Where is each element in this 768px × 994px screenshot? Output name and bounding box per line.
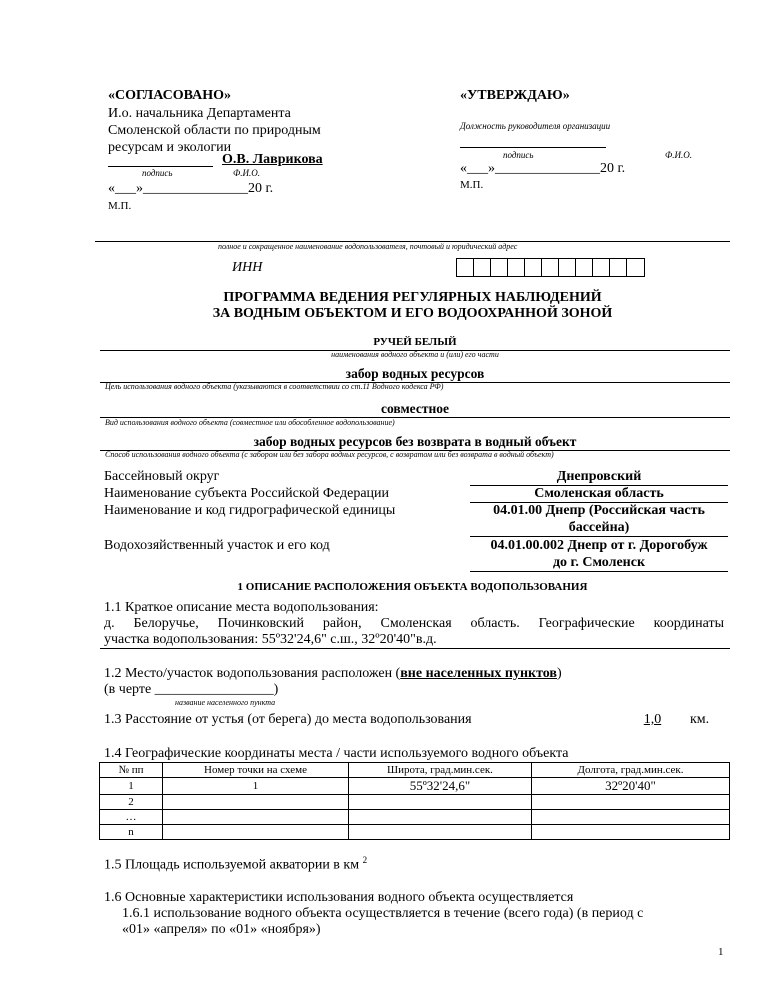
table-cell — [163, 810, 349, 825]
approval-right-stamp: М.П. — [460, 179, 484, 191]
p15-sup: 2 — [362, 855, 368, 865]
subject-label: Наименование субъекта Российской Федерации — [104, 486, 390, 501]
table-row — [100, 810, 730, 825]
p12-text-end: ) — [556, 666, 562, 681]
p16-title: 1.6 Основные характеристики использования водного объекта осуществляется — [104, 890, 574, 905]
p13-text: 1.3 Расстояние от устья (от берега) до места водопользования — [104, 712, 472, 727]
table-header-cell: Номер точки на схеме — [163, 763, 349, 778]
inn-cell-divider — [473, 258, 474, 277]
inn-cell-divider — [575, 258, 576, 277]
table-cell: … — [100, 810, 163, 825]
water-user-caption: полное и сокращенное наименование водопользователя, почтовый и юридический адрес — [218, 242, 518, 251]
hydro-value-line1: 04.01.00 Днепр (Российская часть — [493, 503, 705, 518]
table-cell — [532, 825, 730, 840]
document-title-line2: ЗА ВОДНЫМ ОБЪЕКТОМ И ЕГО ВОДООХРАННОЙ ЗОНОЙ — [212, 306, 613, 321]
p15 — [104, 855, 367, 874]
approval-left-name: О.В. Лаврикова — [222, 152, 323, 167]
approval-left-signature-line — [108, 166, 213, 167]
approval-right-sig-caption: подпись — [503, 150, 534, 160]
section-label: Водохозяйственный участок и его код — [104, 538, 330, 553]
method-value: забор водных ресурсов без возврата в водный объект — [253, 434, 577, 449]
hydro-value-line2: бассейна) — [568, 520, 630, 535]
table-cell — [163, 795, 349, 810]
table-cell: 32º20'40" — [532, 778, 730, 795]
table-cell: 55º32'24,6" — [349, 778, 532, 795]
method-caption: Способ использования водного объекта (с забором или без забора водных ресурсов, с возвратом или без возврата в водный объект) — [105, 450, 554, 459]
p161-line2: «01» «апреля» по «01» «ноября») — [122, 922, 321, 937]
table-cell: 2 — [100, 795, 163, 810]
basin-value: Днепровский — [556, 469, 642, 484]
water-object-caption: наименования водного объекта и (или) его части — [331, 350, 499, 359]
kind-value: совместное — [381, 401, 449, 416]
inn-cell-divider — [626, 258, 627, 277]
approval-left-stamp: М.П. — [108, 200, 132, 212]
table-cell — [532, 810, 730, 825]
hydro-line — [470, 536, 728, 537]
approval-left-line1: И.о. начальника Департамента — [108, 106, 291, 121]
hydro-label: Наименование и код гидрографической единицы — [104, 503, 396, 518]
subject-value: Смоленская область — [534, 486, 664, 501]
p14-title: 1.4 Географические координаты места / части используемого водного объекта — [104, 746, 569, 761]
p12-text-start: 1.2 Место/участок водопользования расположен ( — [104, 666, 401, 681]
table-row — [100, 825, 730, 840]
inn-cell-divider — [558, 258, 559, 277]
purpose-value: забор водных ресурсов — [345, 366, 485, 381]
approval-right-fio-caption: Ф.И.О. — [665, 150, 692, 160]
approval-left-line2: Смоленской области по природным — [108, 123, 321, 138]
p11-line1: д. Белоручье, Починковский район, Смоленская область. Географические координаты — [104, 616, 724, 631]
approval-left-heading: «СОГЛАСОВАНО» — [108, 88, 231, 103]
basin-label: Бассейновый округ — [104, 469, 220, 484]
table-cell: n — [100, 825, 163, 840]
p161-line1: 1.6.1 использование водного объекта осуществляется в течение (всего года) (в период с — [122, 906, 644, 921]
table-row — [100, 795, 730, 810]
approval-right-date: «___»_______________20 г. — [460, 161, 626, 176]
section1-heading: 1 ОПИСАНИЕ РАСПОЛОЖЕНИЯ ОБЪЕКТА ВОДОПОЛЬЗОВАНИЯ — [237, 581, 588, 593]
inn-cell-divider — [609, 258, 610, 277]
inn-cell-divider — [541, 258, 542, 277]
table-row — [100, 778, 730, 795]
section-line — [470, 571, 728, 572]
table-cell — [349, 810, 532, 825]
approval-left-sig-caption: подпись — [142, 168, 173, 178]
inn-label: ИНН — [232, 260, 263, 275]
table-cell — [163, 825, 349, 840]
table-cell — [349, 825, 532, 840]
p12-line2: (в черте _________________) — [104, 682, 279, 697]
approval-right-position-line — [460, 147, 606, 148]
approval-left-fio-caption: Ф.И.О. — [233, 168, 260, 178]
inn-cell-divider — [490, 258, 491, 277]
table-cell — [532, 795, 730, 810]
table-cell: 1 — [100, 778, 163, 795]
p15-text: 1.5 Площадь используемой акватории в км — [104, 857, 360, 873]
kind-caption: Вид использования водного объекта (совместное или обособленное водопользование) — [105, 418, 395, 427]
inn-cell-divider — [592, 258, 593, 277]
table-header-row — [100, 763, 730, 778]
p11-title: 1.1 Краткое описание места водопользования: — [104, 600, 379, 615]
document-title-line1: ПРОГРАММА ВЕДЕНИЯ РЕГУЛЯРНЫХ НАБЛЮДЕНИЙ — [223, 290, 602, 305]
page-number: 1 — [718, 946, 724, 958]
table-header-cell: Долгота, град.мин.сек. — [532, 763, 730, 778]
approval-left-line3: ресурсам и экологии — [108, 140, 232, 155]
p13-value: 1,0 — [643, 712, 662, 727]
p12-text — [104, 666, 562, 682]
inn-cell-divider — [524, 258, 525, 277]
p11-underline — [100, 648, 730, 649]
table-cell — [349, 795, 532, 810]
coordinates-table — [99, 762, 730, 840]
approval-right-heading: «УТВЕРЖДАЮ» — [460, 88, 570, 103]
p13-unit: км. — [690, 712, 710, 727]
inn-boxes — [456, 258, 645, 277]
section-value-line1: 04.01.00.002 Днепр от г. Дорогобуж — [490, 538, 708, 553]
p12-caption: название населенного пункта — [175, 698, 276, 707]
purpose-caption: Цель использования водного объекта (указываются в соответствии со ст.11 Водного кодекса РФ) — [105, 382, 444, 391]
water-object-value: РУЧЕЙ БЕЛЫЙ — [373, 336, 457, 348]
p11-line2: участка водопользования: 55º32'24,6" с.ш., 32º20'40"в.д. — [104, 632, 437, 647]
approval-right-position-caption: Должность руководителя организации — [460, 121, 611, 131]
table-cell: 1 — [163, 778, 349, 795]
approval-left-date: «___»_______________20 г. — [108, 181, 274, 196]
table-header-cell: № пп — [100, 763, 163, 778]
inn-cell-divider — [507, 258, 508, 277]
table-header-cell: Широта, град.мин.сек. — [349, 763, 532, 778]
p12-bold: вне населенных пунктов — [400, 666, 557, 681]
section-value-line2: до г. Смоленск — [552, 555, 646, 570]
